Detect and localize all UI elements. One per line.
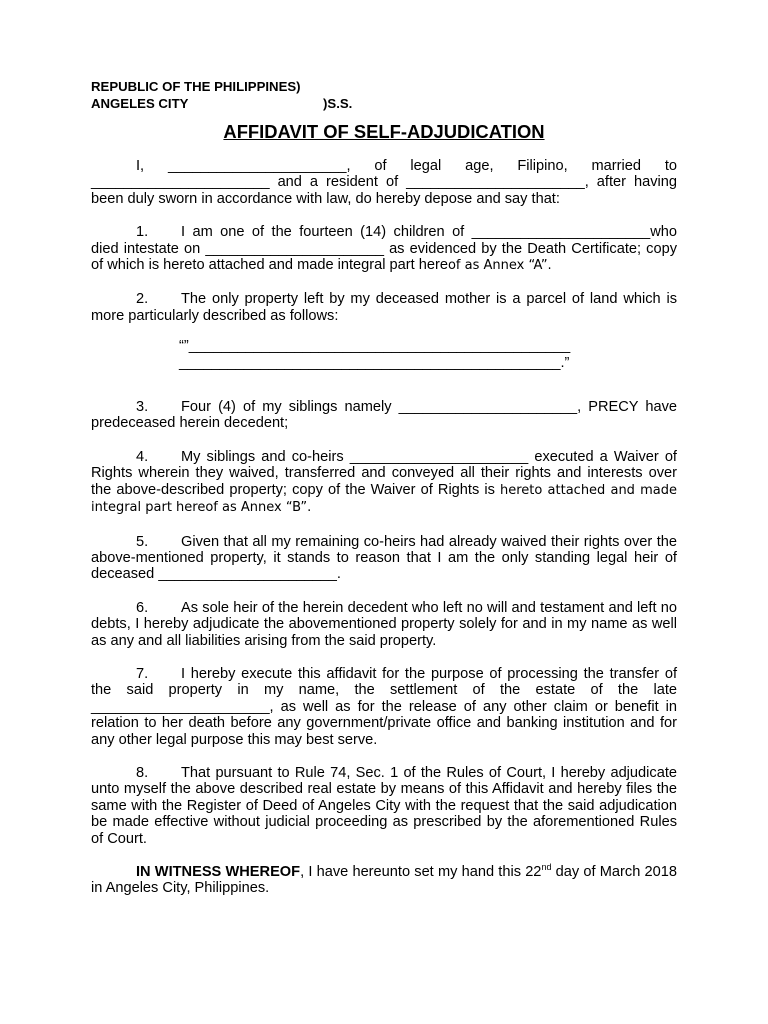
paragraph-number: 5. bbox=[136, 533, 149, 550]
paragraph-text: As sole heir of the herein decedent who left no will and testament and left no debts, I hereby adjudicate the abovementioned property solely for and in my name as well as any and all liabilities arising from the said property. bbox=[91, 599, 677, 649]
annex-reference: of as Annex “A”. bbox=[447, 258, 552, 274]
paragraph-text: I am one of the fourteen (14) children of ______________________who died intestate on ______________________ as evidenced by the Death Certificate; copy of which is hereto attached and made integral part here bbox=[91, 224, 677, 274]
paragraph-number: 8. bbox=[136, 764, 149, 781]
paragraph-text: Four (4) of my siblings namely ______________________, PRECY have predeceased herein decedent; bbox=[91, 399, 677, 432]
paragraph-number: 2. bbox=[136, 291, 149, 308]
document-title: AFFIDAVIT OF SELF-ADJUDICATION bbox=[223, 121, 545, 142]
paragraph-text: I hereby execute this affidavit for the purpose of processing the transfer of the said property in my name, the settlement of the estate of the late ______________________, as well as for the release of any other claim or benefit in relation to her death before any government/private office and banking institution and for any other legal purpose this may best serve. bbox=[91, 665, 677, 748]
paragraph-number: 1. bbox=[136, 224, 149, 241]
paragraph-number: 7. bbox=[136, 665, 149, 682]
paragraph-text: That pursuant to Rule 74, Sec. 1 of the Rules of Court, I hereby adjudicate unto myself the above described real estate by means of this Affidavit and hereby files the same with the Register of Deed of Angeles City with the request that the said adjudication be made effective without judicial proceeding as prescribed by the aforementioned Rules of Court. bbox=[91, 764, 677, 847]
paragraph-4 bbox=[91, 449, 677, 517]
paragraph-number: 6. bbox=[136, 599, 149, 616]
affidavit-body bbox=[91, 158, 677, 914]
ordinal-suffix: nd bbox=[541, 862, 552, 873]
quote-line-1: “”_______________________________________________ bbox=[179, 338, 571, 355]
witness-clause bbox=[91, 864, 677, 897]
property-description-blank bbox=[179, 338, 589, 371]
witness-text: , I have hereunto set my hand this 22 bbox=[300, 864, 542, 880]
venue-caption bbox=[91, 78, 352, 112]
witness-heading: IN WITNESS WHEREOF bbox=[136, 864, 301, 880]
paragraph-number: 3. bbox=[136, 399, 149, 416]
paragraph-6 bbox=[91, 600, 677, 649]
caption-ss: )S.S. bbox=[323, 96, 353, 111]
annex-reference: hereto attached and made integral part hereof as Annex “B”. bbox=[91, 482, 677, 516]
quote-line-2: _______________________________________________.” bbox=[179, 354, 570, 371]
paragraph-text: The only property left by my deceased mother is a parcel of land which is more particularly described as follows: bbox=[91, 291, 677, 324]
caption-republic: REPUBLIC OF THE PHILIPPINES) bbox=[91, 79, 301, 94]
intro-paragraph: I, ______________________, of legal age, Filipino, married to ______________________ and a resident of ______________________, after having been duly sworn in accordance with law, do hereby depose and say that: bbox=[91, 158, 677, 207]
paragraph-5 bbox=[91, 534, 677, 583]
paragraph-number: 4. bbox=[136, 448, 149, 465]
paragraph-text: Given that all my remaining co-heirs had already waived their rights over the above-mentioned property, it stands to reason that I am the only standing legal heir of deceased ______________________. bbox=[91, 533, 677, 583]
paragraph-1 bbox=[91, 224, 677, 274]
paragraph-2 bbox=[91, 291, 677, 324]
paragraph-8 bbox=[91, 765, 677, 847]
paragraph-3 bbox=[91, 399, 677, 432]
witness-text-end: day of March 2018 in Angeles City, Philippines. bbox=[91, 864, 677, 897]
paragraph-text: My siblings and co-heirs ______________________ executed a Waiver of Rights wherein they waived, transferred and conveyed all their rights and interests over the above-described property; copy of the Waiver of Rights is bbox=[91, 448, 677, 498]
caption-city: ANGELES CITY bbox=[91, 96, 189, 111]
paragraph-7 bbox=[91, 666, 677, 748]
